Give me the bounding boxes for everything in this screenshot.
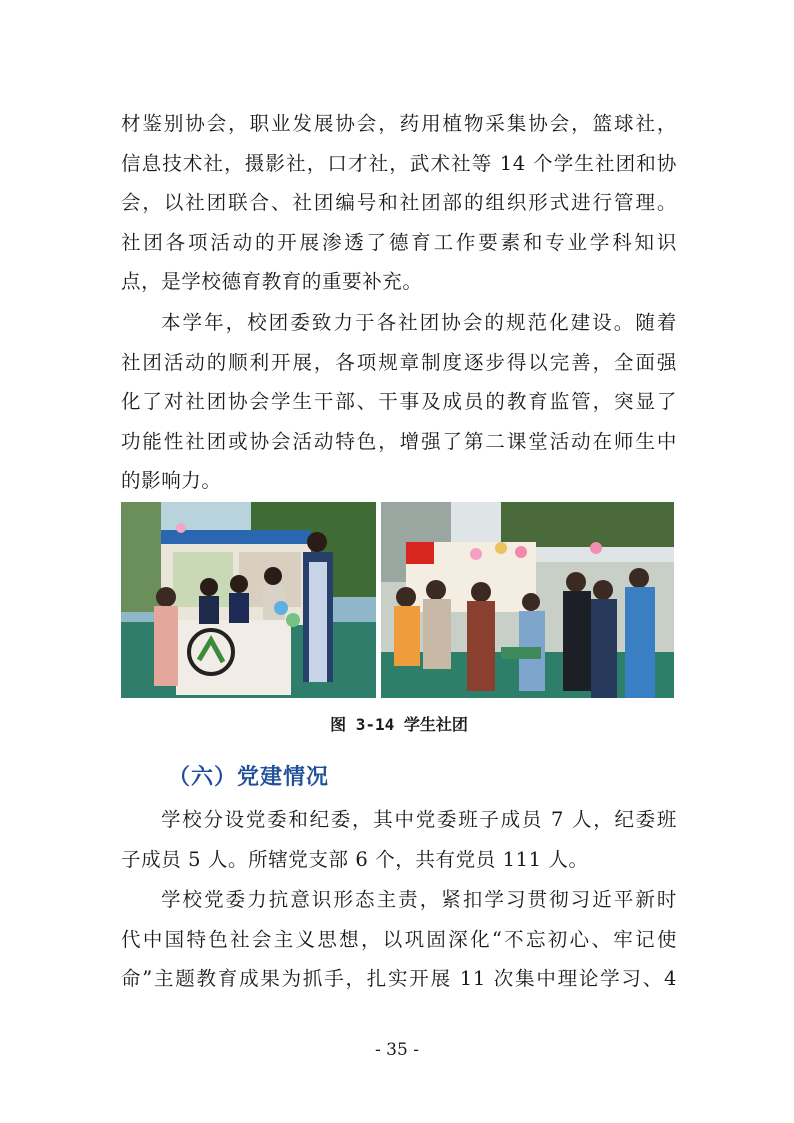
text-line: 会，以社团联合、社团编号和社团部的组织形式进行管理。: [121, 191, 677, 214]
text-line: 社团活动的顺利开展，各项规章制度逐步得以完善，全面强: [121, 350, 677, 374]
text-line: 代中国特色社会主义思想，以巩固深化“不忘初心、牢记使: [121, 927, 677, 951]
text-line: 社团各项活动的开展渗透了德育工作要素和专业学科知识: [121, 230, 677, 254]
section-heading: （六）党建情况: [168, 765, 330, 790]
text-line: 本学年，校团委致力于各社团协会的规范化建设。随着: [161, 311, 677, 334]
text-line: 材鉴别协会，职业发展协会，药用植物采集协会，篮球社，: [121, 112, 677, 135]
page-number: - 35 -: [375, 1040, 419, 1060]
text-line: 命”主题教育成果为抓手，扎实开展 11 次集中理论学习、4: [121, 967, 677, 990]
figure-photos: [121, 502, 674, 698]
text-line: 功能性社团或协会活动特色，增强了第二课堂活动在师生中: [121, 429, 677, 453]
text-line: 的影响力。: [121, 469, 222, 492]
paragraph-party-ideology: [121, 880, 677, 999]
text-line: 学校党委力抗意识形态主责，紧扣学习贯彻习近平新时: [161, 888, 677, 911]
paragraph-club-standardization: [121, 303, 677, 501]
paragraph-student-clubs: [121, 104, 677, 302]
text-line: 点，是学校德育教育的重要补充。: [121, 270, 423, 293]
club-activity-photo-right: [381, 502, 674, 698]
text-line: 学校分设党委和纪委，其中党委班子成员 7 人，纪委班: [161, 808, 677, 831]
text-line: 化了对社团协会学生干部、干事及成员的教育监管，突显了: [121, 390, 677, 413]
paragraph-party-organization: [121, 800, 677, 879]
text-line: 信息技术社，摄影社，口才社，武术社等 14 个学生社团和协: [121, 151, 677, 175]
figure-caption: 图 3-14 学生社团: [330, 715, 468, 734]
text-line: 子成员 5 人。所辖党支部 6 个，共有党员 111 人。: [121, 847, 589, 871]
club-booth-photo-left: [121, 502, 376, 698]
